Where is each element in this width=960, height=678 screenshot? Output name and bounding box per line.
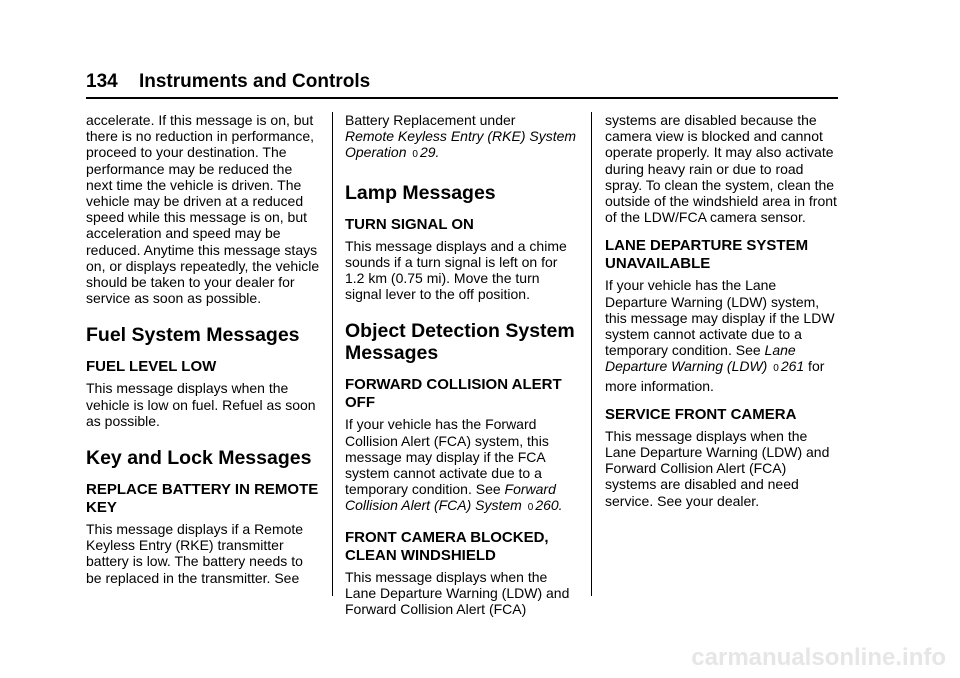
page-ref-29[interactable]: 29.: [419, 144, 440, 161]
page-ref-arrow-icon: 0: [527, 502, 534, 514]
chapter-title: Instruments and Controls: [138, 71, 371, 92]
paragraph-camera-continued: systems are disabled because the camera view is blocked and cannot operate properly. It may also activate during heavy rain or due to road spray. To clean the system, clean the outside of the windshield area in front of the LDW/FCA camera sensor.: [605, 112, 837, 226]
page-ref-arrow-icon: 0: [412, 149, 418, 161]
paragraph-battery-ref: [345, 112, 579, 164]
paragraph-fuel-level-low: This message displays when the vehicle is low on fuel. Refuel as soon as possible.: [86, 380, 316, 429]
heading-fca-off: FORWARD COLLISION ALERT OFF: [345, 376, 562, 412]
link-fca-system[interactable]: Forward Collision Alert (FCA) System: [345, 481, 556, 514]
column-divider-2: [591, 112, 592, 596]
paragraph-lane-departure: [605, 277, 839, 393]
link-ldw[interactable]: Lane Departure Warning (LDW): [605, 342, 796, 375]
column-2: [345, 112, 579, 617]
heading-service-front-camera: SERVICE FRONT CAMERA: [605, 405, 797, 423]
heading-fuel-system: Fuel System Messages: [86, 324, 300, 347]
lane-text: If your vehicle has the Lane Departure Warning (LDW) system, this message may display if the LDW system cannot activate due to a temporary condition. See: [605, 277, 835, 359]
paragraph-turn-signal: This message displays and a chime sounds if a turn signal is left on for 1.2 km (0.75 mi). Move the turn signal lever to the off position.: [345, 237, 567, 303]
column-1: [86, 112, 320, 586]
column-3: [605, 112, 839, 509]
heading-fuel-level-low: FUEL LEVEL LOW: [86, 358, 217, 376]
header-rule: [86, 97, 838, 99]
page-number: 134: [86, 71, 118, 92]
heading-turn-signal-on: TURN SIGNAL ON: [345, 215, 474, 233]
heading-lane-departure-unavailable: LANE DEPARTURE SYSTEM UNAVAILABLE: [605, 237, 809, 273]
paragraph-service-front-camera: This message displays when the Lane Departure Warning (LDW) and Forward Collision Alert (FCA) systems are disabled and need service. See your dealer.: [605, 427, 830, 509]
paragraph-front-camera-blocked: This message displays when the Lane Departure Warning (LDW) and Forward Collision Alert (FCA): [345, 568, 570, 618]
page-header: [86, 70, 838, 96]
watermark: carmanualsonline.info: [691, 644, 946, 671]
heading-key-lock: Key and Lock Messages: [86, 447, 312, 470]
battery-ref-text: Battery Replacement under: [345, 112, 516, 128]
fca-text: If your vehicle has the Forward Collision Alert (FCA) system, this message may display if the FCA system cannot activate due to a temporary condition. See: [345, 416, 549, 498]
lane-text-end: for more information.: [605, 358, 825, 394]
page-ref-261[interactable]: 261: [780, 358, 805, 375]
page-ref-260[interactable]: 260.: [535, 497, 563, 514]
heading-front-camera-blocked: FRONT CAMERA BLOCKED, CLEAN WINDSHIELD: [345, 528, 549, 564]
paragraph-fca-off: [345, 416, 579, 516]
heading-replace-battery: REPLACE BATTERY IN REMOTE KEY: [86, 481, 319, 517]
heading-object-detection: Object Detection System Messages: [345, 320, 575, 365]
paragraph-replace-battery: This message displays if a Remote Keyless Entry (RKE) transmitter battery is low. The battery needs to be replaced in the transmitter. See: [86, 521, 304, 586]
page-ref-arrow-icon: 0: [773, 363, 779, 375]
column-divider-1: [332, 112, 333, 596]
heading-lamp-messages: Lamp Messages: [345, 181, 496, 204]
link-rke-operation[interactable]: Remote Keyless Entry (RKE) System Operation: [345, 128, 577, 161]
paragraph-accelerate: accelerate. If this message is on, but there is no reduction in performance, proceed to your destination. The performance may be reduced the next time the vehicle is driven. The vehicle may be driven at a reduced speed while this message is on, but acceleration and speed may be reduced. Anytime this message stays on, or displays repeatedly, the vehicle should be taken to your dealer for service as soon as possible.: [86, 112, 320, 307]
